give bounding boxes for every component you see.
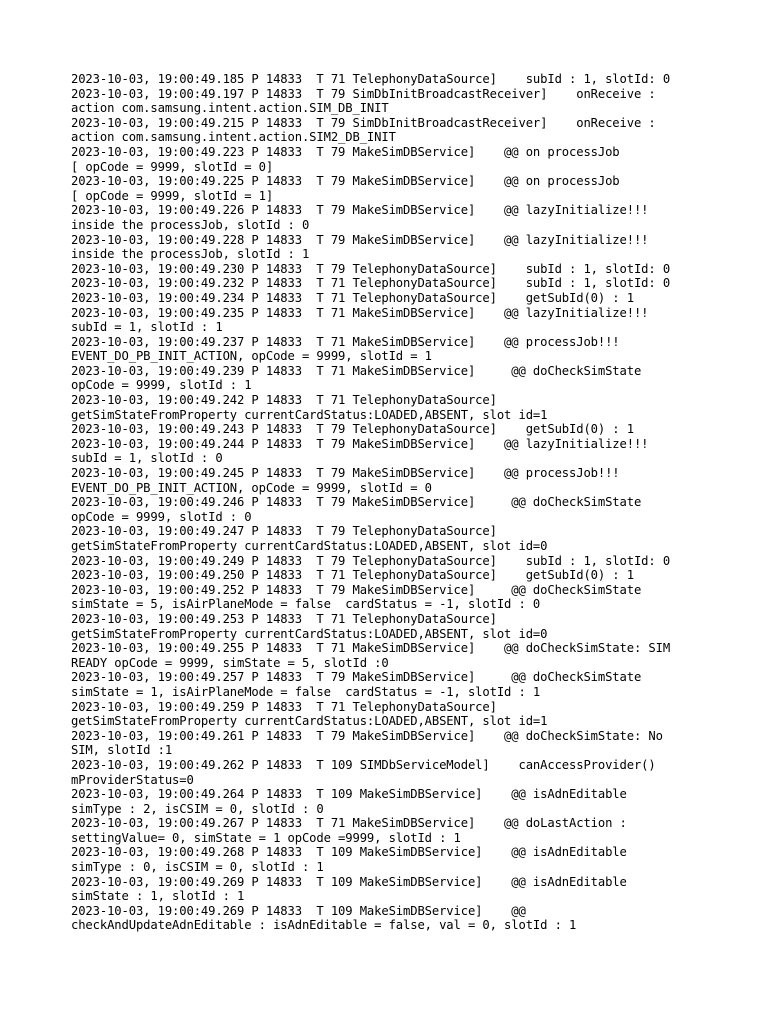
log-line: 2023-10-03, 19:00:49.228 P 14833 T 79 MakeSimDBService] @@ lazyInitialize!!! xyxy=(71,232,649,247)
log-line: simState = 1, isAirPlaneMode = false cardStatus = -1, slotId : 1 xyxy=(71,684,541,699)
log-line: 2023-10-03, 19:00:49.185 P 14833 T 71 TelephonyDataSource] subId : 1, slotId: 0 xyxy=(71,72,671,86)
log-line: 2023-10-03, 19:00:49.269 P 14833 T 109 MakeSimDBService] @@ isAdnEditable xyxy=(71,874,627,889)
log-line: 2023-10-03, 19:00:49.239 P 14833 T 71 MakeSimDBService] @@ doCheckSimState xyxy=(71,363,642,378)
log-line: 2023-10-03, 19:00:49.261 P 14833 T 79 MakeSimDBService] @@ doCheckSimState: No xyxy=(71,728,663,743)
log-line: subId = 1, slotId : 1 xyxy=(71,320,223,335)
log-line: 2023-10-03, 19:00:49.226 P 14833 T 79 MakeSimDBService] @@ lazyInitialize!!! xyxy=(71,203,649,218)
log-line: simState : 1, slotId : 1 xyxy=(71,889,245,904)
log-line: 2023-10-03, 19:00:49.252 P 14833 T 79 MakeSimDBService] @@ doCheckSimState xyxy=(71,582,642,597)
log-line: 2023-10-03, 19:00:49.269 P 14833 T 109 MakeSimDBService] @@ xyxy=(71,903,526,918)
log-line: action com.samsung.intent.action.SIM_DB_INIT xyxy=(71,101,389,116)
log-line: checkAndUpdateAdnEditable : isAdnEditable = false, val = 0, slotId : 1 xyxy=(71,918,577,933)
log-line: 2023-10-03, 19:00:49.223 P 14833 T 79 MakeSimDBService] @@ on processJob xyxy=(71,144,620,159)
log-line: simType : 2, isCSIM = 0, slotId : 0 xyxy=(71,801,324,816)
log-line: settingValue= 0, simState = 1 opCode =9999, slotId : 1 xyxy=(71,830,461,845)
log-line: mProviderStatus=0 xyxy=(71,772,194,787)
log-line: 2023-10-03, 19:00:49.230 P 14833 T 79 TelephonyDataSource] subId : 1, slotId: 0 xyxy=(71,261,671,276)
log-line: 2023-10-03, 19:00:49.243 P 14833 T 79 TelephonyDataSource] getSubId(0) : 1 xyxy=(71,422,634,437)
log-line: [ opCode = 9999, slotId = 0] xyxy=(71,159,274,174)
log-line: 2023-10-03, 19:00:49.225 P 14833 T 79 MakeSimDBService] @@ on processJob xyxy=(71,174,620,189)
log-line: getSimStateFromProperty currentCardStatus:LOADED,ABSENT, slot id=1 xyxy=(71,714,548,729)
log-line: EVENT_DO_PB_INIT_ACTION, opCode = 9999, slotId = 1 xyxy=(71,349,432,364)
log-line: 2023-10-03, 19:00:49.245 P 14833 T 79 MakeSimDBService] @@ processJob!!! xyxy=(71,466,620,481)
log-line: 2023-10-03, 19:00:49.253 P 14833 T 71 TelephonyDataSource] xyxy=(71,611,497,626)
log-document xyxy=(71,72,711,933)
log-line: simState = 5, isAirPlaneMode = false cardStatus = -1, slotId : 0 xyxy=(71,597,541,612)
log-line: subId = 1, slotId : 0 xyxy=(71,451,223,466)
log-line: SIM, slotId :1 xyxy=(71,743,173,758)
log-line: getSimStateFromProperty currentCardStatus:LOADED,ABSENT, slot id=1 xyxy=(71,407,548,422)
log-line: opCode = 9999, slotId : 1 xyxy=(71,378,252,393)
log-line: 2023-10-03, 19:00:49.268 P 14833 T 109 MakeSimDBService] @@ isAdnEditable xyxy=(71,845,627,860)
log-line: 2023-10-03, 19:00:49.262 P 14833 T 109 SIMDbServiceModel] canAccessProvider() xyxy=(71,757,656,772)
log-line: READY opCode = 9999, simState = 5, slotId :0 xyxy=(71,655,389,670)
log-line: inside the processJob, slotId : 1 xyxy=(71,247,310,262)
log-line: 2023-10-03, 19:00:49.235 P 14833 T 71 MakeSimDBService] @@ lazyInitialize!!! xyxy=(71,305,649,320)
log-line: getSimStateFromProperty currentCardStatus:LOADED,ABSENT, slot id=0 xyxy=(71,539,548,553)
log-line: 2023-10-03, 19:00:49.264 P 14833 T 109 MakeSimDBService] @@ isAdnEditable xyxy=(71,787,627,802)
log-line: 2023-10-03, 19:00:49.215 P 14833 T 79 SimDbInitBroadcastReceiver] onReceive : xyxy=(71,115,656,130)
log-line: 2023-10-03, 19:00:49.232 P 14833 T 71 TelephonyDataSource] subId : 1, slotId: 0 xyxy=(71,276,671,291)
log-line: 2023-10-03, 19:00:49.234 P 14833 T 71 TelephonyDataSource] getSubId(0) : 1 xyxy=(71,290,634,305)
log-line: 2023-10-03, 19:00:49.250 P 14833 T 71 TelephonyDataSource] getSubId(0) : 1 xyxy=(71,568,634,583)
log-line: opCode = 9999, slotId : 0 xyxy=(71,509,252,524)
log-line: 2023-10-03, 19:00:49.267 P 14833 T 71 MakeSimDBService] @@ doLastAction : xyxy=(71,816,627,831)
log-line: 2023-10-03, 19:00:49.237 P 14833 T 71 MakeSimDBService] @@ processJob!!! xyxy=(71,334,620,349)
log-line: action com.samsung.intent.action.SIM2_DB_INIT xyxy=(71,130,396,145)
log-line: 2023-10-03, 19:00:49.247 P 14833 T 79 TelephonyDataSource] xyxy=(71,524,497,539)
log-lines xyxy=(71,72,711,933)
log-line: EVENT_DO_PB_INIT_ACTION, opCode = 9999, slotId = 0 xyxy=(71,480,432,495)
log-line: [ opCode = 9999, slotId = 1] xyxy=(71,188,274,203)
log-line: 2023-10-03, 19:00:49.244 P 14833 T 79 MakeSimDBService] @@ lazyInitialize!!! xyxy=(71,436,649,451)
log-line: inside the processJob, slotId : 0 xyxy=(71,217,310,232)
log-line: getSimStateFromProperty currentCardStatus:LOADED,ABSENT, slot id=0 xyxy=(71,626,548,641)
log-line: 2023-10-03, 19:00:49.197 P 14833 T 79 SimDbInitBroadcastReceiver] onReceive : xyxy=(71,86,656,101)
log-line: simType : 0, isCSIM = 0, slotId : 1 xyxy=(71,860,324,875)
log-line: 2023-10-03, 19:00:49.246 P 14833 T 79 MakeSimDBService] @@ doCheckSimState xyxy=(71,495,642,510)
log-line: 2023-10-03, 19:00:49.255 P 14833 T 71 MakeSimDBService] @@ doCheckSimState: SIM xyxy=(71,641,671,656)
log-line: 2023-10-03, 19:00:49.249 P 14833 T 79 TelephonyDataSource] subId : 1, slotId: 0 xyxy=(71,553,671,568)
log-line: 2023-10-03, 19:00:49.242 P 14833 T 71 TelephonyDataSource] xyxy=(71,393,497,408)
log-line: 2023-10-03, 19:00:49.257 P 14833 T 79 MakeSimDBService] @@ doCheckSimState xyxy=(71,670,642,685)
log-line: 2023-10-03, 19:00:49.259 P 14833 T 71 TelephonyDataSource] xyxy=(71,699,497,714)
